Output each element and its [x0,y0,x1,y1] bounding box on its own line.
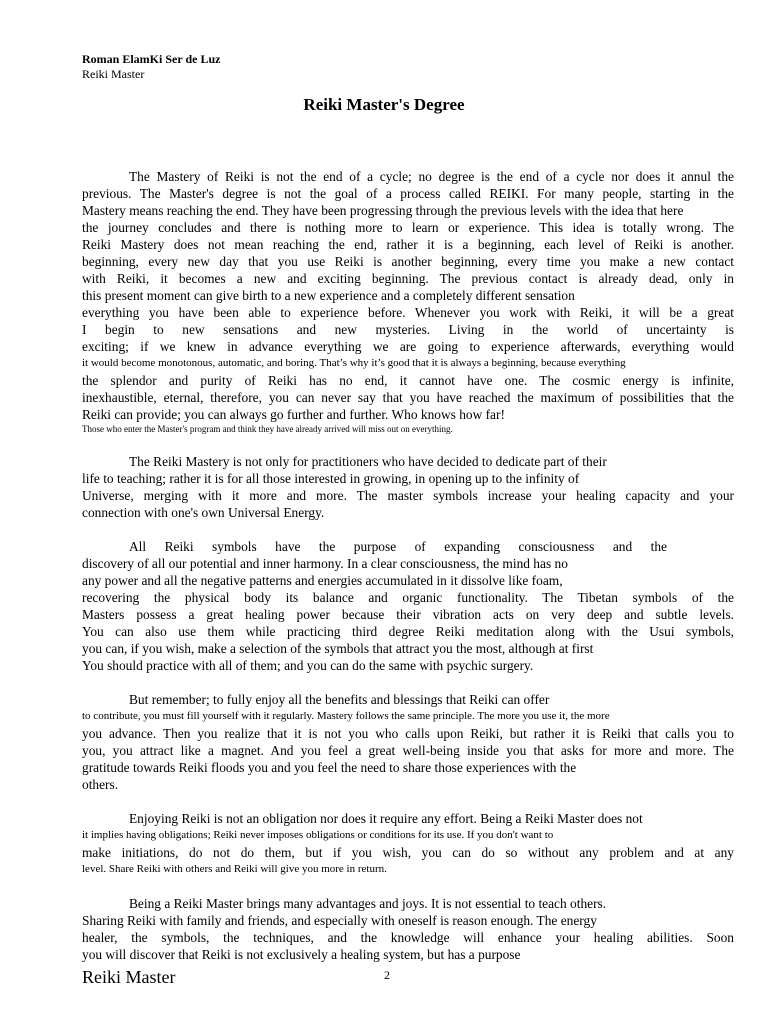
text-line: beginning, every new day that you use Reiki is another beginning, every time you make a new contact [82,254,734,269]
paragraph [82,691,734,793]
text-line: The Mastery of Reiki is not the end of a cycle; no degree is the end of a cycle nor does it annul the [129,169,734,184]
paragraph [82,538,734,674]
text-line: you can, if you wish, make a selection of the symbols that attract you the most, although at first [82,641,594,656]
document-title: Reiki Master's Degree [303,95,465,114]
paragraph [82,168,734,436]
text-line: level. Share Reiki with others and Reiki will give you more in return. [82,863,387,875]
text-line: it implies having obligations; Reiki never imposes obligations or conditions for its use. If you don't want to [82,829,554,841]
text-line: previous. The Master's degree is not the goal of a process called REIKI. For many people, starting in the [82,186,734,201]
text-line: with Reiki, it becomes a new and exciting beginning. The previous contact is already dead, only in [82,271,734,286]
text-line: discovery of all our potential and inner harmony. In a clear consciousness, the mind has no [82,556,568,571]
text-line: the splendor and purity of Reiki has no end, it cannot have one. The cosmic energy is infinite, [82,373,734,388]
text-line: you will discover that Reiki is not exclusively a healing system, but has a purpose [82,947,521,962]
text-line: everything you have been able to experience before. Whenever you work with Reiki, it will be a great [82,305,734,320]
paragraph [82,453,734,521]
text-line: Reiki Mastery does not mean reaching the end, rather it is a beginning, each level of Reiki is another. [82,237,734,252]
text-line: The Reiki Mastery is not only for practitioners who have decided to dedicate part of their [129,454,607,469]
text-line: this present moment can give birth to a new experience and a completely different sensation [82,288,575,303]
text-line: inexhaustible, eternal, therefore, you can never say that you have reached the maximum of possibilities that the [82,390,734,405]
text-line: make initiations, do not do them, but if you wish, you can do so without any problem and at any [82,845,734,860]
paragraph [82,810,734,878]
text-line: recovering the physical body its balance and organic functionality. The Tibetan symbols of the [82,590,734,605]
text-line: Being a Reiki Master brings many advantages and joys. It is not essential to teach others. [129,896,607,911]
text-line: you, you attract like a magnet. And you feel a great well-being inside you that asks for more and more. The [82,743,734,758]
text-line: you advance. Then you realize that it is not you who calls upon Reiki, but rather it is Reiki that calls you to [82,726,734,741]
document-body [82,168,734,980]
text-line: Reiki can provide; you can always go further and further. Who knows how far! [82,407,505,422]
text-line: Those who enter the Master's program and think they have already arrived will miss out on everything. [82,424,453,434]
paragraph [82,895,734,963]
text-line: Sharing Reiki with family and friends, and especially with oneself is reason enough. The energy [82,913,597,928]
text-line: You can also use them while practicing third degree Reiki meditation along with the Usui symbols, [82,624,734,639]
text-line: But remember; to fully enjoy all the benefits and blessings that Reiki can offer [129,692,550,707]
footer-label: Reiki Master [82,967,176,987]
page-number: 2 [384,968,390,982]
text-line: others. [82,777,119,792]
text-line: You should practice with all of them; and you can do the same with psychic surgery. [82,658,534,673]
text-line: life to teaching; rather it is for all those interested in growing, in opening up to the infinity of [82,471,580,486]
text-line: it would become monotonous, automatic, and boring. That’s why it’s good that it is always a beginning, because everything [82,357,626,369]
text-line: exciting; if we knew in advance everything we are going to experience afterwards, everything would [82,339,734,354]
text-line: Masters possess a great healing power because their vibration acts on very deep and subtle levels. [82,607,734,622]
text-line: connection with one's own Universal Energy. [82,505,325,520]
text-line: gratitude towards Reiki floods you and you feel the need to share those experiences with the [82,760,577,775]
text-line: to contribute, you must fill yourself with it regularly. Mastery follows the same principle. The more you use it, the more [82,710,610,722]
text-line: Enjoying Reiki is not an obligation nor does it require any effort. Being a Reiki Master does not [129,811,643,826]
text-line: All Reiki symbols have the purpose of expanding consciousness and the [129,539,667,554]
text-line: any power and all the negative patterns and energies accumulated in it dissolve like foam, [82,573,563,588]
text-line: Mastery means reaching the end. They have been progressing through the previous levels with the idea that here [82,203,684,218]
text-line: the journey concludes and there is nothing more to learn or experience. This idea is totally wrong. The [82,220,734,235]
text-line: healer, the symbols, the techniques, and the knowledge will enhance your healing abilities. Soon [82,930,734,945]
text-line: I begin to new sensations and new mysteries. Living in the world of uncertainty is [82,322,734,337]
text-line: Universe, merging with it more and more. The master symbols increase your healing capacity and your [82,488,734,503]
author-name: Roman ElamKi Ser de Luz [82,52,221,66]
author-role: Reiki Master [82,67,145,81]
